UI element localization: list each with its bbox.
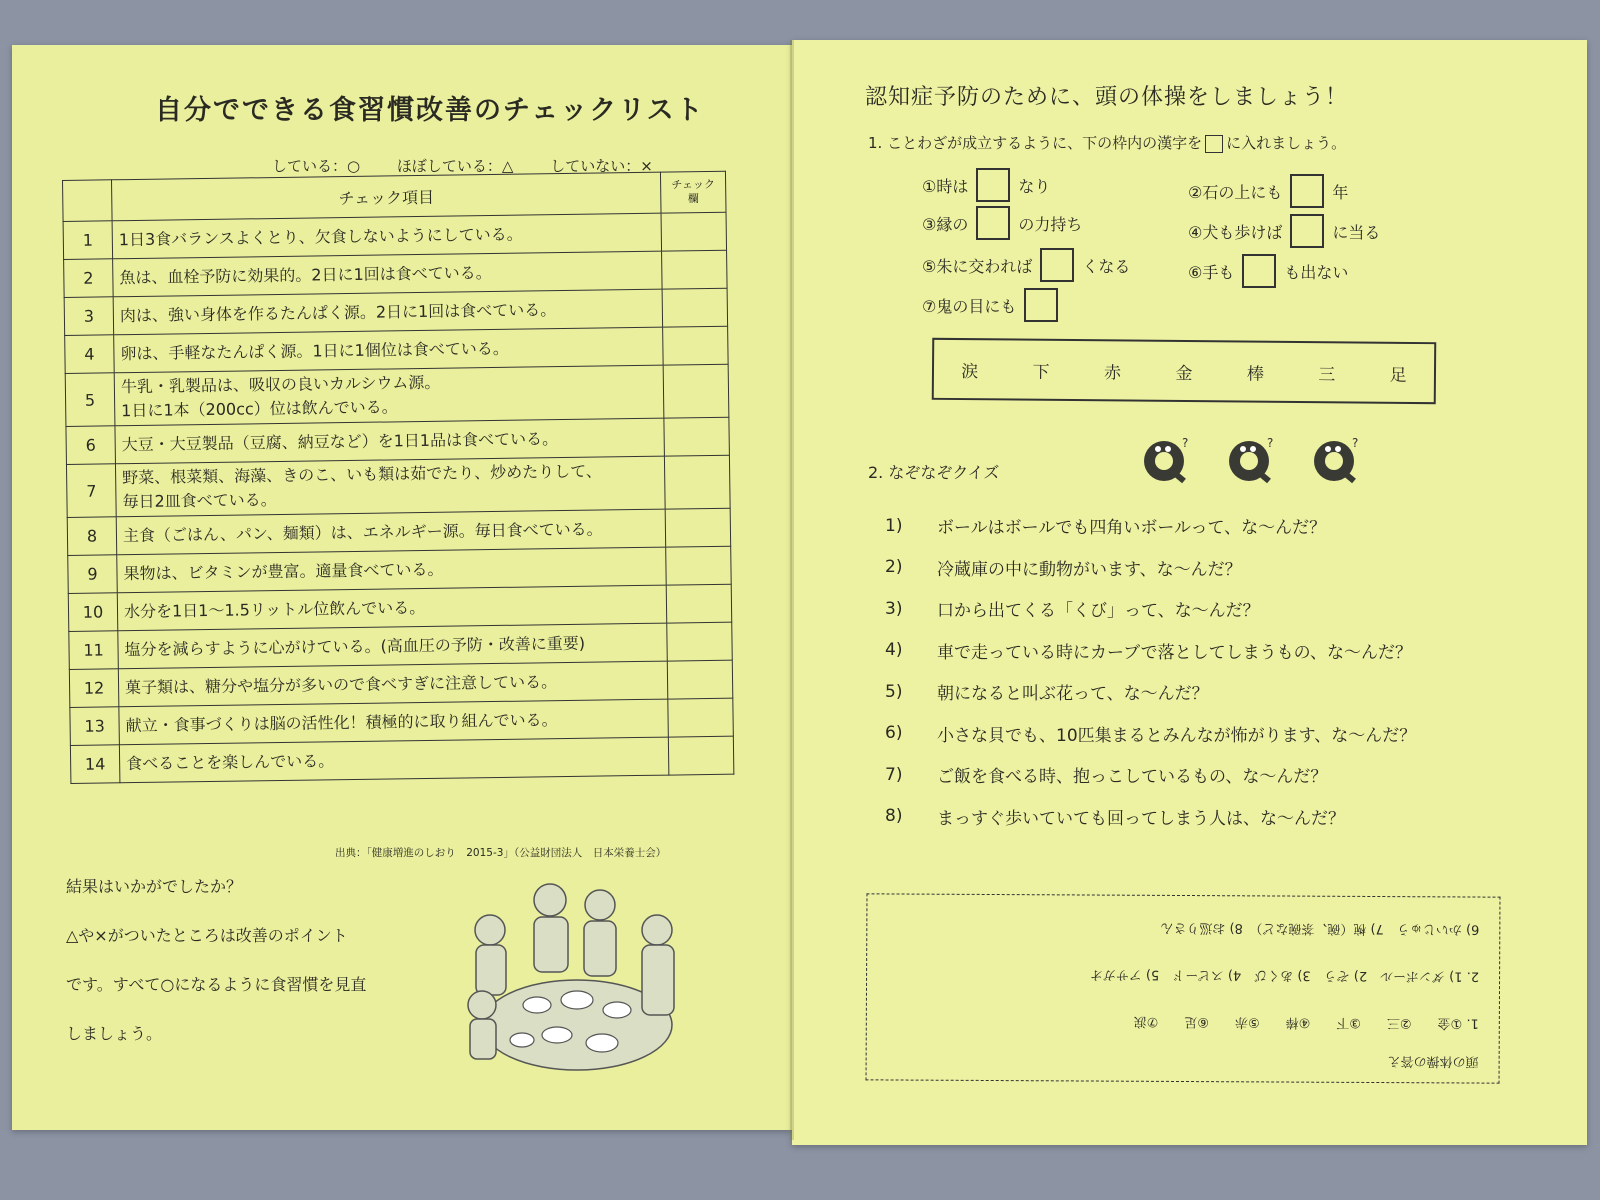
row-number: 6	[66, 426, 116, 465]
row-number: 13	[70, 707, 120, 746]
row-item: 食べることを楽しんでいる。	[119, 737, 668, 783]
row-item: 野菜、根菜類、海藻、きのこ、いも類は茹でたり、炒めたりして、 毎日2皿食べている。	[115, 456, 665, 517]
riddle-number: 6)	[885, 723, 903, 744]
answer-line: 6) かいじゅう 7) 椀（碗、茶碗など） 8) お巡りさん	[1160, 919, 1480, 937]
check-header: チェック欄	[660, 171, 726, 213]
riddle-number: 1)	[885, 515, 903, 536]
riddle-item	[885, 713, 1416, 755]
proverb-3	[922, 206, 1082, 240]
kanji-choice: 足	[1389, 365, 1407, 386]
row-item: 卵は、手軽なたんぱく源。1日に1個位は食べている。	[114, 327, 663, 373]
answer-line: 2. 1) ダンボール 2) ぞう 3) あくび 4) スピード 5) アサガオ	[1090, 966, 1480, 984]
riddle-text: 口から出てくる「くび」って、な～んだ？	[937, 601, 1260, 622]
family-dining-illustration	[462, 875, 692, 1085]
proverb-post: の力持ち	[1018, 214, 1083, 234]
answer-line: 1. ①金 ②三 ③下 ④棒 ⑤赤 ⑥足 ⑦涙	[1133, 1013, 1479, 1031]
row-number: 14	[70, 745, 120, 784]
row-number: 4	[65, 335, 115, 374]
row-number: 12	[69, 669, 119, 708]
row-number: 9	[68, 555, 118, 594]
result-line: 結果はいかがでしたか？	[66, 877, 243, 896]
check-cell[interactable]	[668, 698, 734, 737]
table-row	[66, 455, 730, 517]
riddle-number: 3)	[885, 598, 903, 619]
kanji-choice: 三	[1318, 364, 1336, 385]
riddle-text: ボールはボールでも四角いボールって、な～んだ？	[937, 518, 1327, 539]
question-character-icon	[1225, 435, 1281, 485]
proverb-pre: ⑦鬼の目にも	[922, 296, 1017, 316]
check-cell[interactable]	[667, 622, 733, 661]
riddle-number: 8)	[885, 806, 903, 827]
proverb-pre: ③縁の	[922, 214, 969, 234]
check-cell[interactable]	[667, 660, 733, 699]
source-citation: 出典：「健康増進のしおり 2015-3」（公益財団法人 日本栄養士会）	[335, 847, 667, 859]
proverb-pre: ⑤朱に交われば	[922, 256, 1033, 276]
q1-text: 1. ことわざが成立するように、下の枠内の漢字を	[868, 134, 1203, 152]
riddle-item	[885, 754, 1416, 796]
riddle-item	[885, 588, 1416, 630]
question-2: 2. なぞなぞクイズ	[868, 463, 1000, 482]
proverb-pre: ①時は	[922, 176, 969, 196]
answer-box[interactable]	[1242, 254, 1276, 288]
row-item: 肉は、強い身体を作るたんぱく源。2日に1回は食べている。	[113, 289, 662, 335]
riddle-text: 車で走っている時にカーブで落としてしまうもの、な～んだ？	[937, 642, 1412, 663]
row-item: 果物は、ビタミンが豊富。適量食べている。	[117, 547, 666, 593]
kanji-choice: 赤	[1103, 362, 1122, 383]
checklist-title: 自分でできる食習慣改善のチェックリスト	[155, 95, 705, 126]
row-item: 魚は、血栓予防に効果的。2日に1回は食べている。	[113, 251, 662, 297]
check-cell[interactable]	[665, 508, 731, 547]
row-number: 1	[63, 221, 113, 260]
check-cell[interactable]	[663, 364, 729, 418]
kanji-choices	[932, 338, 1437, 404]
answer-box[interactable]	[976, 206, 1010, 240]
riddle-text: まっすぐ歩いていても回ってしまう人は、な～んだ？	[937, 808, 1345, 829]
answer-box[interactable]	[976, 168, 1010, 202]
riddle-item	[885, 505, 1416, 547]
row-number: 7	[66, 464, 116, 518]
proverb-post: 年	[1332, 182, 1349, 202]
riddle-item	[885, 630, 1416, 672]
answer-key-title: 頭の体操の答え	[1387, 1053, 1479, 1069]
table-row	[65, 364, 729, 426]
legend-no: していない：×	[550, 157, 653, 175]
row-item: 1日3食バランスよくとり、欠食しないようにしている。	[112, 213, 661, 259]
result-line: しましょう。	[66, 1024, 163, 1043]
check-cell[interactable]	[666, 584, 732, 623]
riddle-item	[885, 671, 1416, 713]
row-number: 11	[69, 631, 119, 670]
proverb-5	[922, 248, 1130, 282]
row-number: 8	[67, 517, 117, 556]
proverb-4	[1188, 214, 1380, 248]
svg-text:?: ?	[1352, 436, 1359, 450]
check-cell[interactable]	[661, 212, 727, 251]
riddle-number: 7)	[885, 764, 903, 785]
riddle-text: 朝になると叫ぶ花って、な～んだ？	[937, 684, 1209, 705]
kanji-choice: 棒	[1246, 364, 1264, 385]
check-cell[interactable]	[668, 736, 734, 775]
q1-text-end: に入れましょう。	[1226, 134, 1347, 152]
svg-text:?: ?	[1267, 436, 1274, 450]
check-cell[interactable]	[664, 455, 730, 509]
riddle-item	[885, 796, 1416, 838]
row-item: 主食（ごはん、パン、麺類）は、エネルギー源。毎日食べている。	[116, 509, 665, 555]
question-character-icon	[1140, 435, 1196, 485]
blank-box-icon	[1205, 135, 1223, 153]
proverb-post: くなる	[1082, 256, 1131, 276]
proverb-6	[1188, 254, 1348, 288]
check-cell[interactable]	[662, 250, 728, 289]
riddle-text: 小さな貝でも、10匹集まるとみんなが怖がります、な～んだ？	[937, 725, 1417, 746]
proverb-post: なり	[1018, 176, 1051, 196]
proverb-pre: ⑥手も	[1188, 262, 1235, 282]
row-item: 水分を1日1～1.5リットル位飲んでいる。	[117, 585, 666, 631]
proverb-1	[922, 168, 1050, 202]
question-1	[868, 132, 1346, 153]
check-cell[interactable]	[666, 546, 732, 585]
kanji-choice: 涙	[961, 361, 979, 382]
answer-key-upside-down	[867, 894, 1500, 1082]
proverb-post: も出ない	[1284, 262, 1349, 282]
check-cell[interactable]	[663, 326, 729, 365]
page-fold	[790, 40, 794, 1140]
svg-text:?: ?	[1182, 436, 1189, 450]
quiz-title: 認知症予防のために、頭の体操をしましょう！	[865, 85, 1349, 110]
checklist-table	[62, 171, 734, 784]
num-header	[63, 180, 113, 222]
riddle-number: 4)	[885, 640, 903, 661]
legend-yes: している：○	[272, 157, 361, 175]
proverb-post: に当る	[1332, 222, 1381, 242]
row-item: 献立・食事づくりは脳の活性化！積極的に取り組んでいる。	[119, 699, 668, 745]
answer-box[interactable]	[1290, 214, 1324, 248]
question-character-icon	[1310, 435, 1366, 485]
result-line: です。すべて○になるように食習慣を見直	[66, 975, 367, 994]
row-item: 菓子類は、糖分や塩分が多いので食べすぎに注意している。	[118, 661, 667, 707]
check-cell[interactable]	[664, 417, 730, 456]
result-line: △や×がついたところは改善のポイント	[66, 926, 348, 945]
proverb-2	[1188, 174, 1348, 208]
proverb-pre: ④犬も歩けば	[1188, 222, 1283, 242]
item-header: チェック項目	[112, 172, 662, 221]
row-number: 10	[68, 593, 118, 632]
riddle-number: 2)	[885, 557, 903, 578]
riddle-text: 冷蔵庫の中に動物がいます、な～んだ？	[937, 559, 1242, 580]
row-number: 3	[64, 297, 114, 336]
answer-box[interactable]	[1290, 174, 1324, 208]
result-text	[66, 862, 426, 1058]
riddle-number: 5)	[885, 681, 903, 702]
kanji-choice: 下	[1032, 362, 1050, 383]
row-item: 大豆・大豆製品（豆腐、納豆など）を1日1品は食べている。	[115, 418, 664, 464]
legend-partly: ほぼしている：△	[396, 157, 514, 175]
riddle-list	[885, 505, 1416, 837]
answer-box[interactable]	[1040, 248, 1074, 282]
row-number: 2	[64, 259, 114, 298]
row-item: 塩分を減らすように心がけている。(高血圧の予防・改善に重要)	[118, 623, 667, 669]
row-item: 牛乳・乳製品は、吸収の良いカルシウム源。 1日に1本（200cc）位は飲んでいる。	[114, 365, 664, 426]
proverb-7	[922, 288, 1066, 322]
row-number: 5	[65, 373, 115, 427]
answer-key	[866, 893, 1501, 1083]
riddle-text: ご飯を食べる時、抱っこしているもの、な～んだ？	[937, 767, 1328, 788]
kanji-choice: 金	[1175, 363, 1193, 384]
answer-box[interactable]	[1024, 288, 1058, 322]
proverb-pre: ②石の上にも	[1188, 182, 1283, 202]
riddle-item	[885, 547, 1416, 589]
check-cell[interactable]	[662, 288, 728, 327]
